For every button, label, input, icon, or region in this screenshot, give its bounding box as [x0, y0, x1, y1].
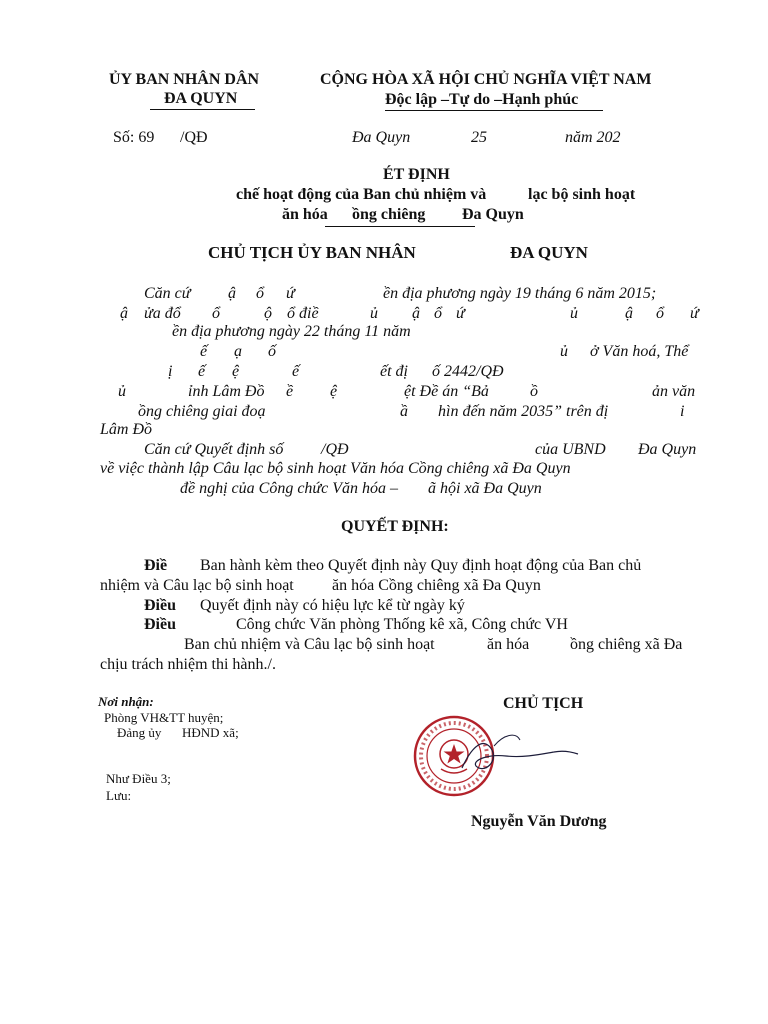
preamble-line-7c: hìn đến năm 2035” trên đị [438, 403, 609, 420]
preamble-line-2k: ậ [625, 305, 633, 322]
agency-underline [150, 109, 255, 110]
recipient-item: HĐND xã; [182, 725, 239, 740]
preamble-line-9a: Căn cứ Quyết định số [144, 441, 284, 458]
preamble-line-4e: ở Văn hoá, Thể [590, 343, 689, 360]
article-3-text: Công chức Văn phòng Thống kê xã, Công chức VH [236, 616, 568, 633]
preamble-line-6a: ủ [118, 383, 126, 400]
national-motto: Độc lập –Tự do –Hạnh phúc [385, 91, 579, 108]
preamble-line-1d: ứ [286, 285, 295, 302]
signer-role: CHỦ TỊCH [503, 695, 584, 712]
preamble-line-5c: ệ [232, 363, 240, 380]
recipient-item: Như Điều 3; [106, 771, 171, 786]
preamble-line-2g: ậ [412, 305, 420, 322]
recipient-item: Lưu: [106, 788, 132, 803]
article-3-cont-d: chịu trách nhiệm thi hành./. [100, 656, 276, 673]
preamble-line-2j: ủ [570, 305, 578, 322]
authority-a: CHỦ TỊCH ỦY BAN NHÂN [208, 243, 416, 262]
article-1-cont-b: ăn hóa Cồng chiêng xã Đa Quyn [332, 577, 541, 594]
preamble-line-2a: ậ [120, 305, 128, 322]
article-3-cont-b: ăn hóa [487, 636, 530, 653]
title-line-3c: Đa Quyn [462, 206, 524, 223]
recipient-item: Phòng VH&TT huyện; [104, 710, 224, 725]
decision-number: Số: 69 [113, 129, 155, 146]
preamble-line-2e: ổ điề [287, 305, 319, 322]
preamble-line-6b: ỉnh Lâm Đồ [188, 383, 265, 400]
preamble-line-7d: i [680, 403, 685, 420]
motto-underline [385, 110, 603, 111]
commune-name: ĐA QUYN [164, 90, 238, 107]
preamble-line-1a: Căn cứ [144, 285, 191, 302]
article-3-cont-c: ồng chiêng xã Đa [570, 636, 683, 653]
preamble-line-6g: ản văn [652, 383, 696, 400]
recipients-title: Nơi nhận: [98, 694, 154, 709]
preamble-line-2i: ứ [456, 305, 465, 322]
issue-year: năm 202 [565, 129, 621, 146]
preamble-line-11a: đề nghị của Công chức Văn hóa – [180, 480, 399, 497]
preamble-line-9c: của UBND [535, 441, 606, 458]
national-title: CỘNG HÒA XÃ HỘI CHỦ NGHĨA VIỆT NAM [320, 71, 652, 88]
preamble-line-4c: ố [268, 343, 276, 360]
article-1-text: Ban hành kèm theo Quyết định này Quy định hoạt động của Ban chủ [200, 557, 642, 574]
preamble-line-6c: ề [286, 383, 294, 400]
preamble-line-1c: ổ [256, 285, 264, 302]
preamble-line-9b: /QĐ [321, 441, 349, 458]
article-2-label: Điều [144, 597, 176, 614]
preamble-line-2m: ứ [690, 305, 699, 322]
preamble-line-2b: ửa đổ [144, 305, 181, 322]
preamble-line-2h: ổ [434, 305, 442, 322]
decision-number-suffix: /QĐ [180, 129, 208, 146]
preamble-line-9d: Đa Quyn [638, 441, 697, 458]
preamble-line-1e: ền địa phương ngày 19 tháng 6 năm 2015; [383, 285, 657, 302]
preamble-line-7b: ầ [400, 403, 408, 420]
preamble-line-5b: ế [198, 363, 206, 380]
title-line-3b: ồng chiêng [352, 206, 426, 223]
preamble-line-5f: ố 2442/QĐ [432, 363, 504, 380]
issue-day: 25 [471, 129, 487, 146]
article-1-label: Điề [144, 557, 168, 574]
preamble-line-2l: ổ [656, 305, 664, 322]
preamble-line-6d: ệ [330, 383, 338, 400]
title-underline [325, 226, 475, 227]
article-1-cont-a: nhiệm và Câu lạc bộ sinh hoạt [100, 577, 294, 594]
preamble-line-5d: ế [292, 363, 300, 380]
decision-heading: QUYẾT ĐỊNH: [341, 518, 449, 535]
authority-b: ĐA QUYN [510, 243, 588, 262]
preamble-line-3: ền địa phương ngày 22 tháng 11 năm [172, 323, 411, 340]
preamble-line-5e: ết đị [380, 363, 408, 380]
preamble-line-4d: ủ [560, 343, 568, 360]
preamble-line-1b: ậ [228, 285, 236, 302]
preamble-line-7a: ồng chiêng giai đoạ [138, 403, 266, 420]
article-3-cont-a: Ban chủ nhiệm và Câu lạc bộ sinh hoạt [184, 636, 435, 653]
preamble-line-8: Lâm Đồ [100, 421, 153, 438]
signer-name: Nguyễn Văn Dương [471, 813, 607, 830]
preamble-line-10: về việc thành lập Câu lạc bộ sinh hoạt Văn hóa Cồng chiêng xã Đa Quyn [100, 460, 571, 477]
agency-name: ỦY BAN NHÂN DÂN [109, 71, 260, 88]
document-title: ÉT ĐỊNH [383, 166, 450, 183]
issue-place: Đa Quyn [352, 129, 411, 146]
preamble-line-4b: ạ [234, 343, 242, 360]
preamble-line-2d: ộ [264, 305, 272, 322]
preamble-line-5a: ị [168, 363, 173, 380]
preamble-line-6e: ệt Đề án “Bả [404, 383, 489, 400]
preamble-line-11b: ã hội xã Đa Quyn [428, 480, 542, 497]
article-3-label: Điều [144, 616, 176, 633]
recipient-item: Đảng ủy [117, 725, 162, 740]
preamble-line-6f: ồ [530, 383, 538, 400]
title-line-3a: ăn hóa [282, 206, 328, 223]
preamble-line-2c: ổ [212, 305, 220, 322]
handwritten-signature [454, 726, 584, 786]
title-line-2b: lạc bộ sinh hoạt [528, 186, 636, 203]
preamble-line-2f: ủ [370, 305, 378, 322]
title-line-2a: chế hoạt động của Ban chủ nhiệm và [236, 186, 487, 203]
article-2-text: Quyết định này có hiệu lực kể từ ngày ký [200, 597, 465, 614]
preamble-line-4a: ế [200, 343, 208, 360]
